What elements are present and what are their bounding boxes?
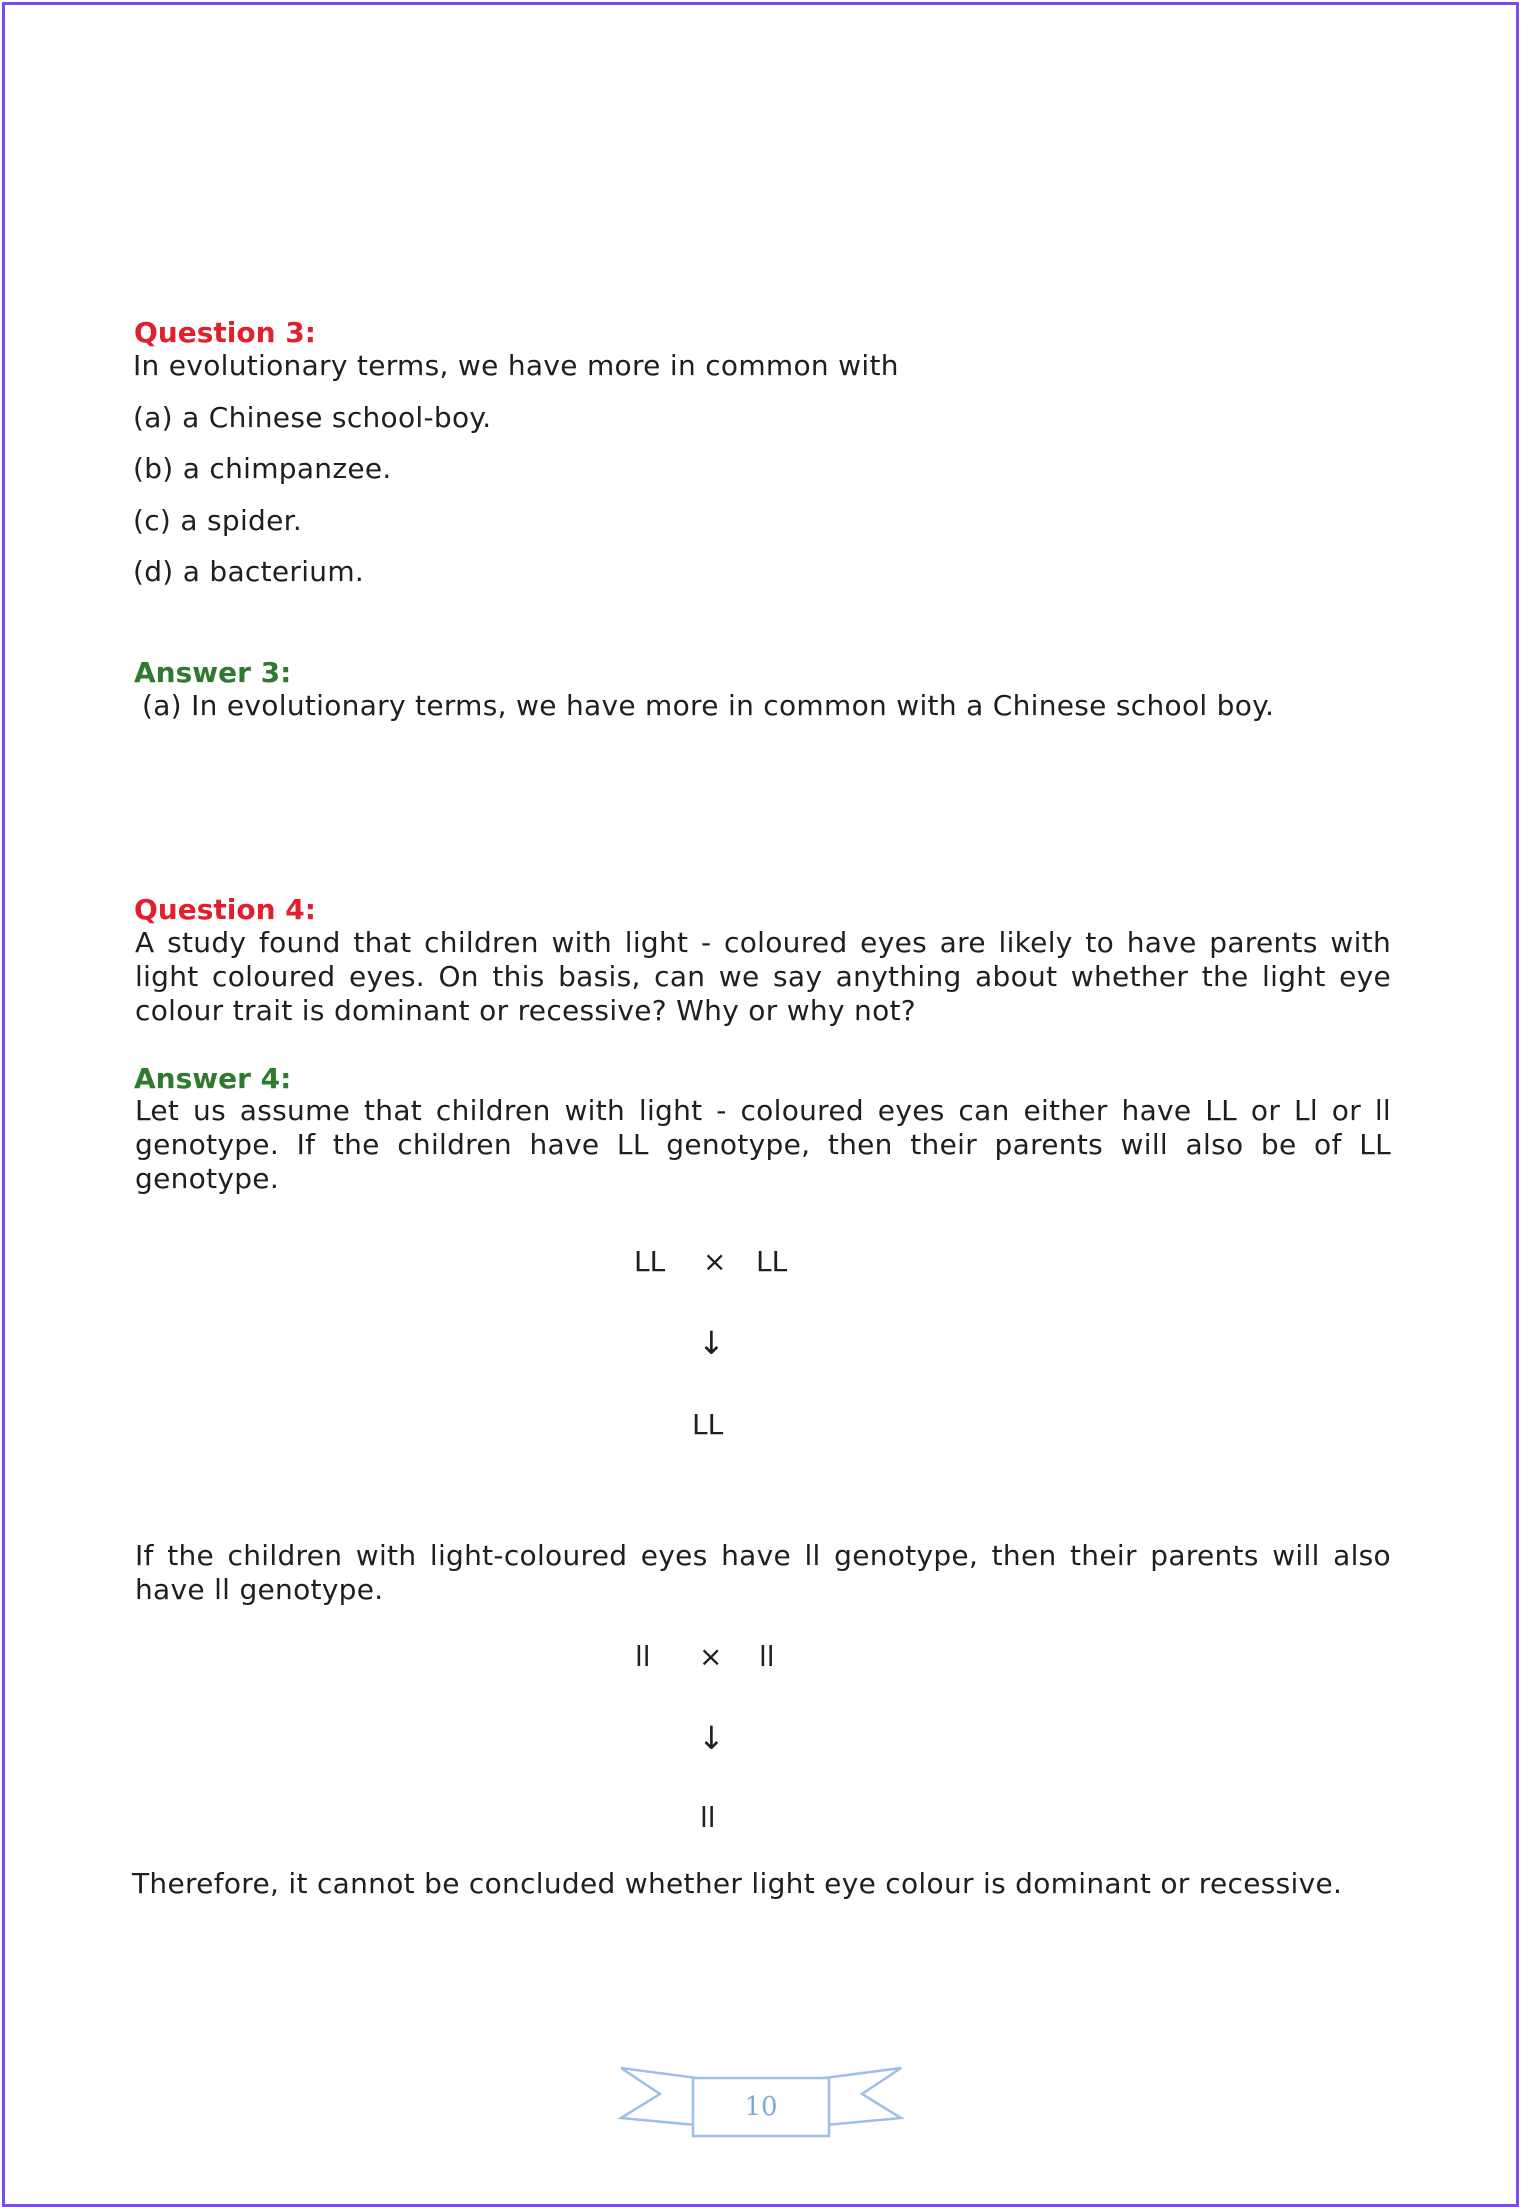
- answer-4-conclusion: Therefore, it cannot be concluded whether light eye colour is dominant or recessive.: [132, 1867, 1343, 1900]
- question-3-option-d: (d) a bacterium.: [133, 555, 365, 588]
- question-4-heading: Question 4:: [134, 893, 316, 926]
- cross-2-parent-2: ll: [759, 1640, 775, 1673]
- question-3-option-a: (a) a Chinese school-boy.: [133, 401, 492, 434]
- question-3-option-c: (c) a spider.: [133, 504, 303, 537]
- question-4-text: A study found that children with light - coloured eyes are likely to have parents with light coloured eyes. On this basis, can we say anything about whether the light eye colour trait is dominant or recessive? Why or why not?: [135, 926, 1391, 1027]
- cross-1-down-arrow: ↓: [698, 1324, 725, 1362]
- cross-2-down-arrow: ↓: [698, 1719, 725, 1757]
- cross-1-offspring: LL: [692, 1408, 724, 1441]
- cross-1-parent-1: LL: [634, 1245, 666, 1278]
- answer-4-heading: Answer 4:: [134, 1062, 292, 1095]
- question-3-stem: In evolutionary terms, we have more in common with: [133, 349, 899, 382]
- cross-1-times-sign: ×: [703, 1245, 727, 1278]
- cross-1-parent-2: LL: [756, 1245, 788, 1278]
- answer-3-heading: Answer 3:: [134, 656, 292, 689]
- cross-2-parent-1: ll: [635, 1640, 651, 1673]
- answer-4-paragraph-1: Let us assume that children with light - coloured eyes can either have LL or Ll or ll genotype. If the children have LL genotype, then their parents will also be of LL genotype.: [135, 1094, 1391, 1195]
- cross-2-offspring: ll: [700, 1801, 716, 1834]
- question-3-option-b: (b) a chimpanzee.: [133, 452, 392, 485]
- cross-2-times-sign: ×: [699, 1640, 723, 1673]
- answer-4-paragraph-2: If the children with light-coloured eyes have ll genotype, then their parents will also have ll genotype.: [135, 1539, 1391, 1606]
- answer-3-text: (a) In evolutionary terms, we have more in common with a Chinese school boy.: [142, 689, 1275, 722]
- page-number: 10: [744, 2092, 778, 2122]
- question-3-heading: Question 3:: [134, 316, 316, 349]
